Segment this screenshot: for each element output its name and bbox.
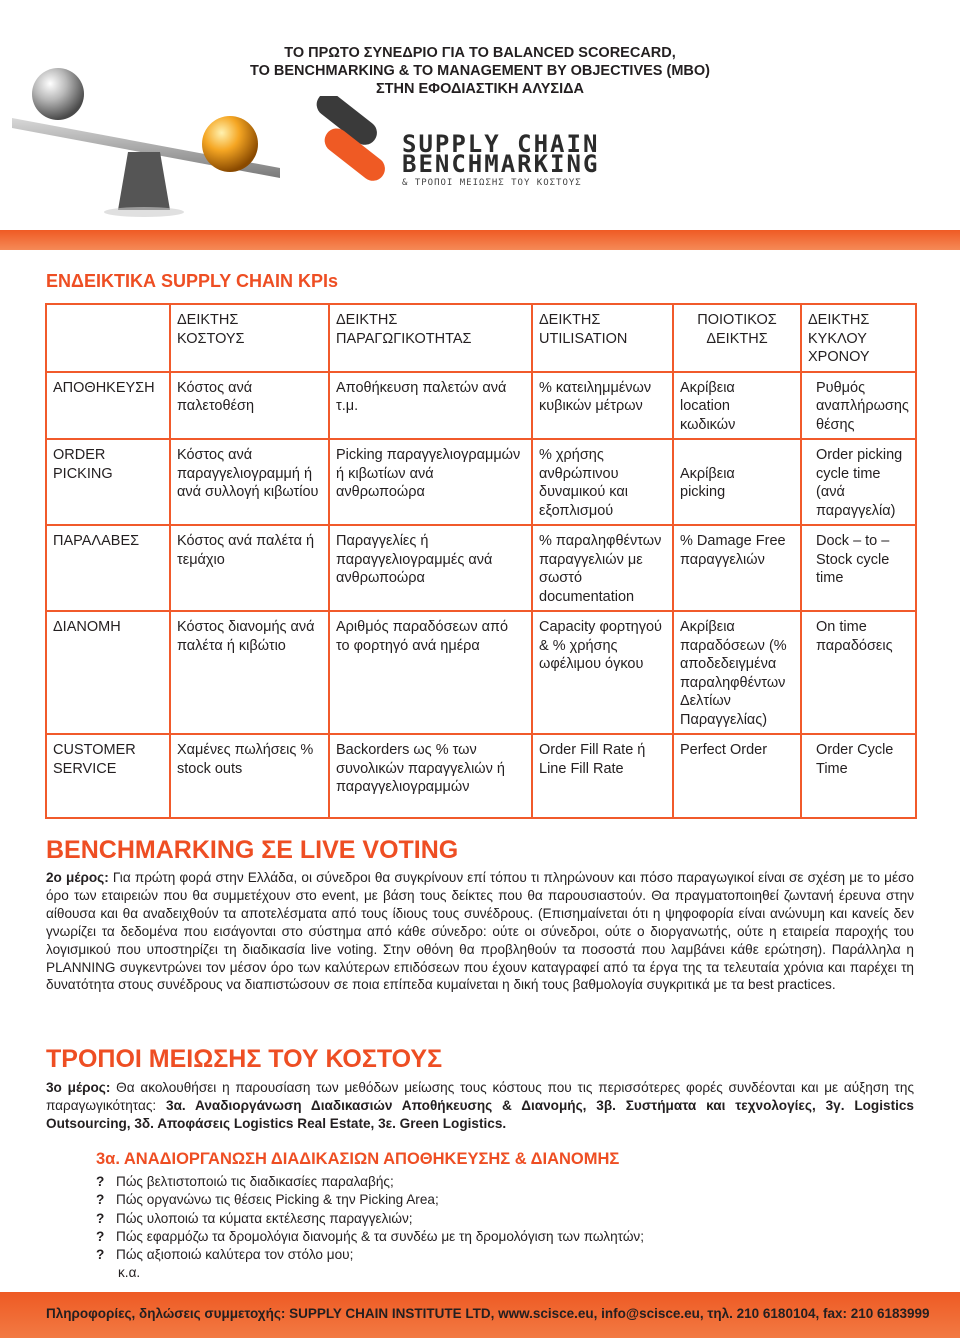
logo-text-benchmarking: BENCHMARKING xyxy=(402,150,600,178)
bullet-mark: ? xyxy=(96,1228,105,1244)
kpi-cell-utilisation: Capacity φορτηγού & % χρήσης ωφέλιμου όγκου xyxy=(532,611,673,734)
kpi-header-empty xyxy=(46,304,170,372)
list-item xyxy=(96,1210,644,1228)
supply-chain-benchmarking-logo xyxy=(306,96,666,196)
kpi-header-productivity: ΔΕΙΚΤΗΣ ΠΑΡΑΓΩΓΙΚΟΤΗΤΑΣ xyxy=(329,304,532,372)
kpi-cell-utilisation: % κατειλημμένων κυβικών μέτρων xyxy=(532,372,673,440)
bullet-mark: ? xyxy=(96,1247,105,1263)
kpi-cell-quality: Ακρίβεια location κωδικών xyxy=(673,372,801,440)
kpi-row-customer-service xyxy=(46,734,916,818)
benchmarking-text: Για πρώτη φορά στην Ελλάδα, οι σύνεδροι θα συγκρίνουν επί τόπου τι πληρώνουν και πόσο παραγωγικοί είναι σε σχέση με το μέσο όρο των εταιρειών που θα συμμετέχουν στο event, με βάση τους δείκτες που θα παρουσιαστούν. Θα πραγματοποιηθεί ζωντανή έρευνα στην αίθουσα και θα αναδειχθούν τα αποτελέσματα από τους ίδιους τους συνέδρους. (Επισημαίνεται ότι η ψηφοφορία είναι ανώνυμη και κανείς δεν γνωρίζει τα δεδομένα που εισάγονται στο σύστημα από κάθε σύνεδρο: ούτε οι σύνεδροι, ούτε ο διοργανωτής, ούτε η εταιρεία παροχής του λογισμικού που υποστηρίζει τη διαδικασία live voting. Στην οθόνη θα προβληθούν τα ποσοστά που λαμβάνει κάθε ερώτηση). Παράλληλα η PLANNING συγκεντρώνει τον μέσον όρο των καλύτερων επιδόσεων που έχουν καταγραφεί από τα έργα της τα τελευταία χρόνια και παρέχει τη δυνατότητα στους συνέδρους να διαπιστώσουν σε ποια επίπεδα κυμαίνεται η δική τους βαθμολογία συγκριτικά με τα best practices. xyxy=(46,870,914,993)
kpi-cell-area: ORDER PICKING xyxy=(46,439,170,525)
kpi-section-title: ΕΝΔΕΙΚΤΙΚΑ SUPPLY CHAIN KPIs xyxy=(46,271,338,291)
logo-mark-icon xyxy=(306,96,398,196)
kpi-cell-utilisation: % χρήσης ανθρώπινου δυναμικού και εξοπλισμού xyxy=(532,439,673,525)
kpi-cell-cycle-time: Dock – to – Stock cycle time xyxy=(801,525,916,611)
logo-tagline: & ΤΡΟΠΟΙ ΜΕΙΩΣΗΣ ΤΟΥ ΚΟΣΤΟΥΣ xyxy=(402,178,582,188)
title-line-2: TO BENCHMARKING & ΤΟ MANAGEMENT BY OBJECTIVES (MBO) xyxy=(250,63,710,79)
kpi-cell-area: ΑΠΟΘΗΚΕΥΣΗ xyxy=(46,372,170,440)
kpi-cell-cost: Κόστος ανά παλέτα ή τεμάχιο xyxy=(170,525,329,611)
benchmarking-lead: 2ο μέρος: xyxy=(46,870,109,885)
kpi-cell-quality: Perfect Order xyxy=(673,734,801,818)
list-item xyxy=(96,1246,644,1264)
list-tail: κ.α. xyxy=(118,1265,141,1281)
title-line-3: ΣΤΗΝ ΕΦΟΔΙΑΣΤΙΚΗ ΑΛΥΣΙΔΑ xyxy=(375,81,585,97)
kpi-header-utilisation: ΔΕΙΚΤΗΣ UTILISATION xyxy=(532,304,673,372)
kpi-header-cycle-time: ΔΕΙΚΤΗΣ ΚΥΚΛΟΥ ΧΡΟΝΟΥ xyxy=(801,304,916,372)
bullet-text: Πώς βελτιστοποιώ τις διαδικασίες παραλαβής; xyxy=(116,1174,394,1189)
title-line-1: ΤΟ ΠΡΩΤΟ ΣΥΝΕΔΡΙΟ ΓΙΑ ΤΟ BALANCED SCORECARD, xyxy=(284,45,676,61)
orange-divider-band xyxy=(0,230,960,250)
kpi-cell-utilisation: Order Fill Rate ή Line Fill Rate xyxy=(532,734,673,818)
cost-bold-tail: 3α. Αναδιοργάνωση Διαδικασιών Αποθήκευσης & Διανομής, 3β. Συστήματα και τεχνολογίες, 3γ. Logistics Outsourcing, 3δ. Αποφάσεις Logistics Real Estate, 3ε. Green Logistics. xyxy=(46,1097,914,1131)
kpi-cell-area: CUSTOMER SERVICE xyxy=(46,734,170,818)
cost-lead: 3ο μέρος: xyxy=(46,1080,111,1095)
kpi-cell-productivity: Αριθμός παραδόσεων από το φορτηγό ανά ημέρα xyxy=(329,611,532,734)
logo-text-supply-chain: SUPPLY CHAIN xyxy=(402,130,600,158)
footer-contact-info: Πληροφορίες, δηλώσεις συμμετοχής: SUPPLY CHAIN INSTITUTE LTD, www.scisce.eu, info@scisce.eu, τηλ. 210 6180104, fax: 210 6183999 xyxy=(46,1306,930,1321)
kpi-cell-area: ΠΑΡΑΛΑΒΕΣ xyxy=(46,525,170,611)
cost-section-title: ΤΡΟΠΟΙ ΜΕΙΩΣΗΣ ΤΟΥ ΚΟΣΤΟΥΣ xyxy=(46,1045,443,1073)
kpi-cell-productivity: Picking παραγγελιογραμμών ή κιβωτίων ανά ανθρωποώρα xyxy=(329,439,532,525)
kpi-cell-cost: Χαμένες πωλήσεις % stock outs xyxy=(170,734,329,818)
bullet-mark: ? xyxy=(96,1192,105,1208)
kpi-header-quality: ΠΟΙΟΤΙΚΟΣ ΔΕΙΚΤΗΣ xyxy=(673,304,801,372)
kpi-cell-area: ΔΙΑΝΟΜΗ xyxy=(46,611,170,734)
bullet-text: Πώς υλοποιώ τα κύματα εκτέλεσης παραγγελιών; xyxy=(116,1210,413,1226)
footer-bar xyxy=(0,1292,960,1338)
kpi-cell-utilisation: % παραληφθέντων παραγγελιών με σωστό documentation xyxy=(532,525,673,611)
kpi-header-row xyxy=(46,304,916,372)
kpi-cell-cycle-time: On time παραδόσεις xyxy=(801,611,916,734)
bullet-mark: ? xyxy=(96,1174,105,1189)
kpi-cell-productivity: Αποθήκευση παλετών ανά τ.μ. xyxy=(329,372,532,440)
header xyxy=(0,0,960,230)
cost-paragraph xyxy=(46,1079,914,1133)
list-item xyxy=(96,1173,644,1191)
kpi-table xyxy=(45,303,917,819)
kpi-cell-cost: Κόστος διανομής ανά παλέτα ή κιβώτιο xyxy=(170,611,329,734)
kpi-row-order-picking xyxy=(46,439,916,525)
kpi-row-storage xyxy=(46,372,916,440)
kpi-header-cost: ΔΕΙΚΤΗΣ ΚΟΣΤΟΥΣ xyxy=(170,304,329,372)
kpi-cell-cycle-time: Order Cycle Time xyxy=(801,734,916,818)
bullet-mark: ? xyxy=(96,1210,105,1226)
kpi-cell-cost: Κόστος ανά παραγγελιογραμμή ή ανά συλλογή κιβωτίου xyxy=(170,439,329,525)
cost-question-list xyxy=(96,1173,644,1283)
benchmarking-paragraph xyxy=(46,869,914,994)
kpi-cell-quality: Ακρίβεια picking xyxy=(673,439,801,525)
list-item xyxy=(96,1228,644,1246)
kpi-cell-quality: % Damage Free παραγγελιών xyxy=(673,525,801,611)
list-item xyxy=(96,1191,644,1209)
kpi-cell-productivity: Backorders ως % των συνολικών παραγγελιών ή παραγγελιογραμμών xyxy=(329,734,532,818)
kpi-cell-cycle-time: Order picking cycle time (ανά παραγγελία) xyxy=(801,439,916,525)
kpi-row-distribution xyxy=(46,611,916,734)
kpi-row-receiving xyxy=(46,525,916,611)
kpi-cell-quality: Ακρίβεια παραδόσεων (% αποδεδειγμένα παραληφθέντων Δελτίων Παραγγελίας) xyxy=(673,611,801,734)
cost-subsection-title: 3α. ΑΝΑΔΙΟΡΓΑΝΩΣΗ ΔΙΑΔΙΚΑΣΙΩΝ ΑΠΟΘΗΚΕΥΣΗΣ & ΔΙΑΝΟΜΗΣ xyxy=(96,1150,620,1168)
bullet-text: Πώς αξιοποιώ καλύτερα τον στόλο μου; xyxy=(116,1247,354,1263)
bullet-text: Πώς εφαρμόζω τα δρομολόγια διανομής & τα συνδέω με τη δρομολόγιση των πωλητών; xyxy=(116,1228,645,1244)
benchmarking-section-title: BENCHMARKING ΣΕ LIVE VOTING xyxy=(46,836,459,864)
event-title xyxy=(220,44,740,98)
kpi-cell-cost: Κόστος ανά παλετοθέση xyxy=(170,372,329,440)
cost-text: Θα ακολουθήσει η παρουσίαση των μεθόδων μείωσης τους κόστους που τις περισσότερες φορές συνδέονται και με αύξηση της παραγωγικότητας: xyxy=(46,1080,915,1113)
bullet-text: Πώς οργανώνω τις θέσεις Picking & την Picking Area; xyxy=(116,1192,439,1208)
kpi-cell-productivity: Παραγγελίες ή παραγγελιογραμμές ανά ανθρωποώρα xyxy=(329,525,532,611)
kpi-cell-cycle-time: Ρυθμός αναπλήρωσης θέσης xyxy=(801,372,916,440)
